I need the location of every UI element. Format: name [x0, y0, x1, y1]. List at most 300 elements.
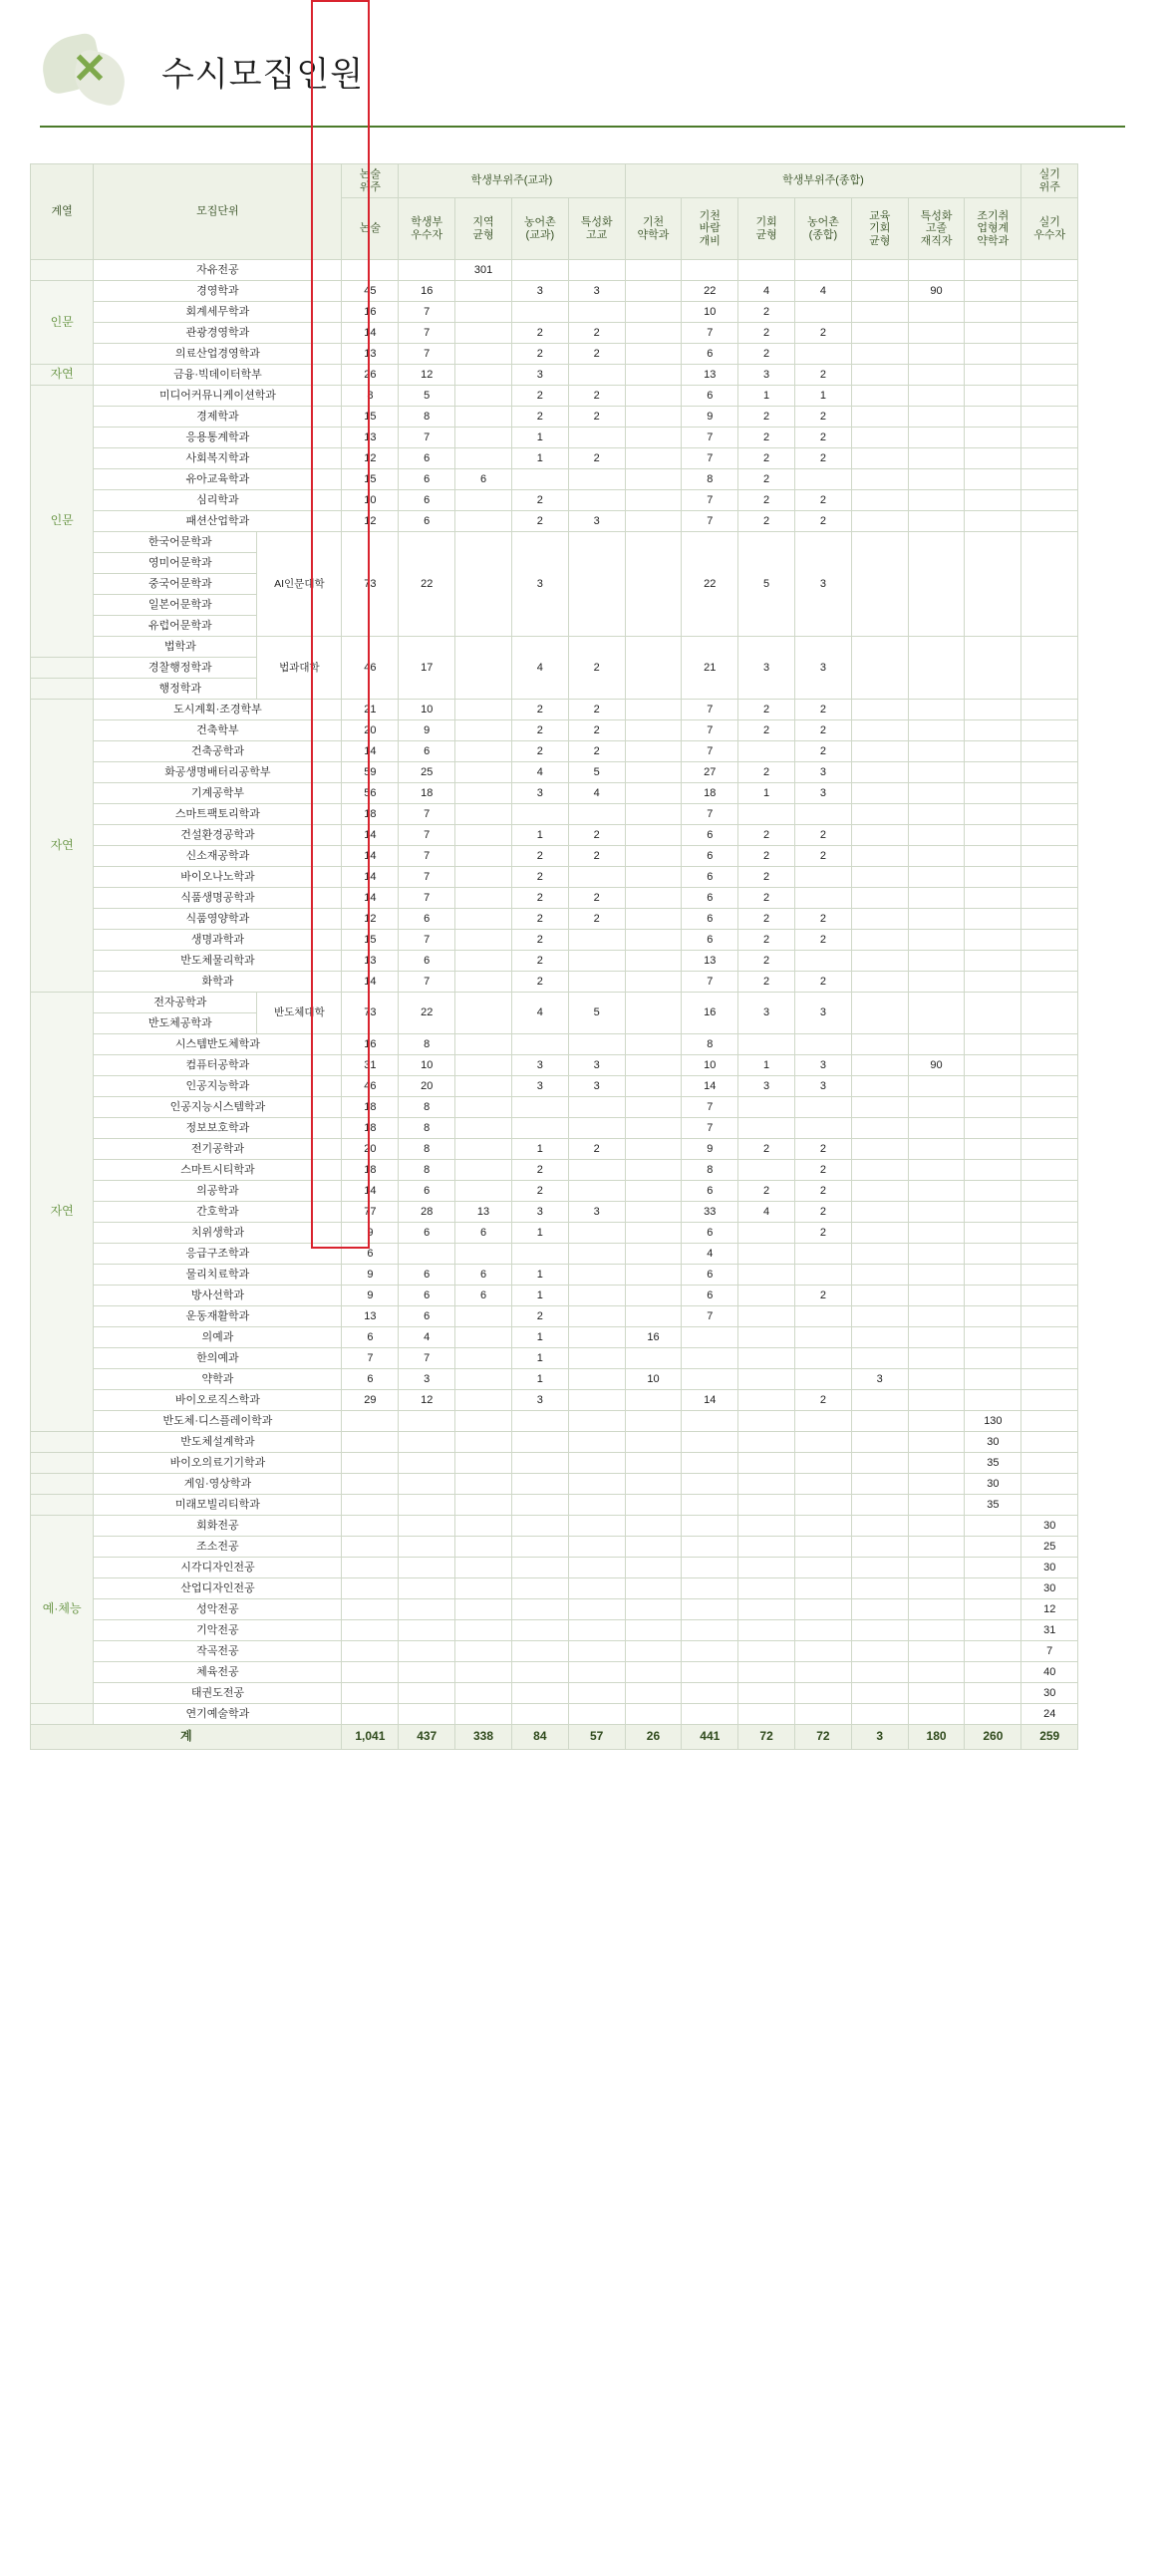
value-cell — [795, 469, 852, 490]
unit-cell: 식품생명공학과 — [94, 888, 342, 909]
unit-cell: 금융·빅데이터학부 — [94, 365, 342, 386]
value-cell — [682, 260, 738, 281]
value-cell — [625, 469, 682, 490]
value-cell — [568, 804, 625, 825]
value-cell: 7 — [682, 700, 738, 720]
value-cell — [851, 825, 908, 846]
total-value-cell: 180 — [908, 1725, 965, 1750]
value-cell — [908, 993, 965, 1034]
unit-cell: 경제학과 — [94, 407, 342, 428]
value-cell — [455, 386, 512, 407]
value-cell: 2 — [511, 344, 568, 365]
value-cell — [908, 909, 965, 930]
value-cell — [738, 1537, 795, 1558]
unit-cell: 약학과 — [94, 1369, 342, 1390]
value-cell — [455, 407, 512, 428]
total-value-cell: 57 — [568, 1725, 625, 1750]
value-cell — [625, 365, 682, 386]
value-cell: 2 — [738, 1181, 795, 1202]
table-row — [31, 1265, 1135, 1286]
value-cell — [965, 972, 1021, 993]
table-row — [31, 1495, 1135, 1516]
category-cell: 자연 — [31, 700, 94, 993]
category-cell — [31, 658, 94, 679]
value-cell: 6 — [399, 1223, 455, 1244]
value-cell: 4 — [738, 1202, 795, 1223]
value-cell: 6 — [682, 1181, 738, 1202]
value-cell — [342, 260, 399, 281]
table-row — [31, 1558, 1135, 1578]
value-cell — [965, 909, 1021, 930]
value-cell — [851, 1432, 908, 1453]
value-cell: 1 — [511, 825, 568, 846]
value-cell — [342, 1620, 399, 1641]
table-row — [31, 1683, 1135, 1704]
value-cell — [738, 1286, 795, 1306]
value-cell: 2 — [568, 846, 625, 867]
unit-cell: 인공지능학과 — [94, 1076, 342, 1097]
value-cell — [795, 1537, 852, 1558]
table-row — [31, 1202, 1135, 1223]
value-cell — [851, 1558, 908, 1578]
value-cell — [625, 344, 682, 365]
value-cell — [455, 825, 512, 846]
value-cell: 7 — [399, 1348, 455, 1369]
unit-cell: 패션산업학과 — [94, 511, 342, 532]
total-value-cell: 338 — [455, 1725, 512, 1750]
value-cell — [908, 511, 965, 532]
value-cell — [568, 1244, 625, 1265]
value-cell — [568, 1369, 625, 1390]
value-cell — [568, 260, 625, 281]
value-cell — [568, 469, 625, 490]
value-cell: 2 — [738, 700, 795, 720]
value-cell — [795, 1578, 852, 1599]
unit-cell: 바이오의료기기학과 — [94, 1453, 342, 1474]
value-cell: 7 — [682, 490, 738, 511]
category-cell — [31, 1474, 94, 1495]
value-cell: 2 — [568, 741, 625, 762]
value-cell: 10 — [682, 302, 738, 323]
unit-cell: 미디어커뮤니케이션학과 — [94, 386, 342, 407]
value-cell — [908, 1620, 965, 1641]
value-cell — [625, 428, 682, 448]
value-cell: 6 — [682, 909, 738, 930]
value-cell: 2 — [738, 720, 795, 741]
value-cell — [908, 1076, 965, 1097]
value-cell — [851, 1537, 908, 1558]
value-cell: 2 — [795, 1286, 852, 1306]
value-cell: 25 — [399, 762, 455, 783]
category-cell — [31, 1495, 94, 1516]
value-cell — [908, 260, 965, 281]
value-cell — [568, 1662, 625, 1683]
value-cell — [568, 951, 625, 972]
header-col-10: 조기취 업형계 약학과 — [965, 198, 1021, 260]
value-cell — [908, 490, 965, 511]
value-cell: 14 — [342, 1181, 399, 1202]
value-cell: 30 — [1021, 1683, 1078, 1704]
value-cell — [511, 1244, 568, 1265]
category-cell: 예·체능 — [31, 1516, 94, 1704]
value-cell — [851, 1286, 908, 1306]
value-cell — [455, 951, 512, 972]
value-cell: 3 — [795, 1055, 852, 1076]
value-cell — [908, 1411, 965, 1432]
unit-cell: 건설환경공학과 — [94, 825, 342, 846]
value-cell — [568, 1683, 625, 1704]
value-cell — [851, 260, 908, 281]
value-cell: 1 — [511, 1348, 568, 1369]
header-category: 계열 — [31, 164, 94, 260]
value-cell — [625, 1390, 682, 1411]
value-cell: 56 — [342, 783, 399, 804]
total-value-cell: 72 — [795, 1725, 852, 1750]
unit-cell: 의예과 — [94, 1327, 342, 1348]
value-cell — [965, 281, 1021, 302]
value-cell — [965, 365, 1021, 386]
unit-cell: 게임·영상학과 — [94, 1474, 342, 1495]
value-cell — [851, 846, 908, 867]
value-cell: 1 — [511, 1327, 568, 1348]
value-cell — [795, 1369, 852, 1390]
value-cell — [795, 951, 852, 972]
value-cell: 7 — [399, 323, 455, 344]
value-cell — [399, 1432, 455, 1453]
value-cell: 7 — [399, 867, 455, 888]
value-cell — [965, 1327, 1021, 1348]
value-cell: 3 — [738, 993, 795, 1034]
total-value-cell: 437 — [399, 1725, 455, 1750]
value-cell: 29 — [342, 1390, 399, 1411]
table-row — [31, 490, 1135, 511]
value-cell — [908, 741, 965, 762]
value-cell: 6 — [342, 1244, 399, 1265]
value-cell — [568, 1223, 625, 1244]
value-cell — [568, 1327, 625, 1348]
value-cell — [908, 1160, 965, 1181]
value-cell: 7 — [682, 720, 738, 741]
value-cell — [1021, 386, 1078, 407]
value-cell: 2 — [795, 1202, 852, 1223]
value-cell — [1021, 281, 1078, 302]
value-cell — [851, 1641, 908, 1662]
value-cell: 2 — [795, 511, 852, 532]
value-cell: 7 — [682, 428, 738, 448]
category-cell — [31, 1432, 94, 1453]
value-cell — [1021, 323, 1078, 344]
value-cell — [1021, 1286, 1078, 1306]
value-cell — [625, 1306, 682, 1327]
value-cell — [399, 1599, 455, 1620]
value-cell — [851, 1327, 908, 1348]
table-row — [31, 909, 1135, 930]
value-cell: 6 — [455, 1223, 512, 1244]
value-cell — [795, 1348, 852, 1369]
value-cell — [965, 1704, 1021, 1725]
value-cell — [342, 1558, 399, 1578]
value-cell — [568, 972, 625, 993]
value-cell: 4 — [795, 281, 852, 302]
value-cell — [455, 804, 512, 825]
value-cell — [511, 1599, 568, 1620]
value-cell — [568, 1474, 625, 1495]
value-cell — [455, 1160, 512, 1181]
value-cell: 8 — [399, 1160, 455, 1181]
value-cell: 31 — [1021, 1620, 1078, 1641]
value-cell — [455, 1348, 512, 1369]
value-cell — [851, 469, 908, 490]
value-cell — [1021, 448, 1078, 469]
value-cell — [511, 1558, 568, 1578]
value-cell: 2 — [795, 490, 852, 511]
value-cell — [965, 1537, 1021, 1558]
value-cell — [511, 260, 568, 281]
table-row — [31, 469, 1135, 490]
value-cell: 18 — [399, 783, 455, 804]
table-row — [31, 930, 1135, 951]
header-divider — [40, 126, 1125, 128]
value-cell — [625, 1537, 682, 1558]
value-cell — [851, 909, 908, 930]
value-cell: 20 — [399, 1076, 455, 1097]
value-cell: 6 — [682, 1286, 738, 1306]
value-cell: 10 — [342, 490, 399, 511]
value-cell: 6 — [399, 1306, 455, 1327]
value-cell — [851, 407, 908, 428]
header-col-0: 학생부 우수자 — [399, 198, 455, 260]
value-cell — [851, 1034, 908, 1055]
value-cell — [342, 1432, 399, 1453]
value-cell: 33 — [682, 1202, 738, 1223]
unit-cell: 일본어문학과 — [94, 595, 257, 616]
value-cell — [908, 1453, 965, 1474]
value-cell: 3 — [738, 1076, 795, 1097]
value-cell: 6 — [682, 867, 738, 888]
table-row — [31, 741, 1135, 762]
value-cell — [399, 1516, 455, 1537]
value-cell — [1021, 1369, 1078, 1390]
unit-cell: 응용통계학과 — [94, 428, 342, 448]
value-cell — [625, 1286, 682, 1306]
value-cell — [965, 1223, 1021, 1244]
value-cell — [1021, 1097, 1078, 1118]
value-cell — [738, 741, 795, 762]
table-row — [31, 804, 1135, 825]
header-col-8: 교육 기회 균형 — [851, 198, 908, 260]
total-value-cell: 441 — [682, 1725, 738, 1750]
value-cell: 2 — [511, 700, 568, 720]
value-cell: 3 — [568, 1076, 625, 1097]
category-cell: 자연 — [31, 993, 94, 1432]
value-cell — [625, 511, 682, 532]
value-cell — [682, 1578, 738, 1599]
value-cell: 7 — [682, 1097, 738, 1118]
value-cell: 3 — [511, 1076, 568, 1097]
unit-cell: 미래모빌리티학과 — [94, 1495, 342, 1516]
value-cell — [851, 1097, 908, 1118]
value-cell — [1021, 1390, 1078, 1411]
value-cell — [965, 386, 1021, 407]
value-cell — [795, 1516, 852, 1537]
unit-cell: 작곡전공 — [94, 1641, 342, 1662]
value-cell — [455, 1411, 512, 1432]
value-cell: 6 — [682, 825, 738, 846]
table-row — [31, 1453, 1135, 1474]
value-cell: 10 — [682, 1055, 738, 1076]
value-cell — [908, 1578, 965, 1599]
value-cell — [455, 1244, 512, 1265]
value-cell: 14 — [682, 1076, 738, 1097]
value-cell: 12 — [342, 511, 399, 532]
value-cell — [965, 1369, 1021, 1390]
value-cell — [908, 469, 965, 490]
value-cell: 1 — [511, 1369, 568, 1390]
value-cell: 2 — [738, 407, 795, 428]
value-cell — [455, 1034, 512, 1055]
value-cell — [965, 511, 1021, 532]
value-cell — [1021, 1160, 1078, 1181]
page-title: 수시모집인원 — [161, 55, 365, 94]
value-cell — [625, 1599, 682, 1620]
college-cell: AI인문대학 — [257, 532, 342, 637]
value-cell — [455, 720, 512, 741]
unit-cell: 화공생명배터리공학부 — [94, 762, 342, 783]
value-cell — [851, 1411, 908, 1432]
value-cell — [795, 867, 852, 888]
value-cell — [738, 804, 795, 825]
value-cell: 2 — [511, 511, 568, 532]
value-cell: 1 — [738, 1055, 795, 1076]
value-cell: 3 — [511, 365, 568, 386]
table-row — [31, 1432, 1135, 1453]
value-cell — [511, 1641, 568, 1662]
header-col-4: 기천 약학과 — [625, 198, 682, 260]
value-cell — [965, 1599, 1021, 1620]
unit-cell: 치위생학과 — [94, 1223, 342, 1244]
value-cell — [455, 511, 512, 532]
value-cell: 20 — [342, 720, 399, 741]
value-cell: 2 — [568, 323, 625, 344]
value-cell — [625, 323, 682, 344]
value-cell: 2 — [795, 972, 852, 993]
value-cell — [625, 1348, 682, 1369]
value-cell — [965, 1620, 1021, 1641]
total-value-cell: 259 — [1021, 1725, 1078, 1750]
category-cell — [31, 1453, 94, 1474]
value-cell — [1021, 951, 1078, 972]
value-cell — [965, 1076, 1021, 1097]
unit-cell: 영미어문학과 — [94, 553, 257, 574]
value-cell: 13 — [682, 951, 738, 972]
value-cell: 2 — [568, 448, 625, 469]
value-cell: 2 — [795, 846, 852, 867]
value-cell — [568, 1265, 625, 1286]
value-cell — [965, 1160, 1021, 1181]
value-cell — [738, 1474, 795, 1495]
value-cell — [511, 1662, 568, 1683]
value-cell — [455, 867, 512, 888]
value-cell — [738, 260, 795, 281]
value-cell — [455, 783, 512, 804]
value-cell — [851, 281, 908, 302]
value-cell — [455, 1662, 512, 1683]
value-cell — [908, 888, 965, 909]
value-cell: 1 — [511, 448, 568, 469]
value-cell — [908, 825, 965, 846]
value-cell — [625, 490, 682, 511]
value-cell — [455, 1306, 512, 1327]
value-cell — [511, 1620, 568, 1641]
value-cell — [965, 1118, 1021, 1139]
table-row — [31, 344, 1135, 365]
table-row — [31, 386, 1135, 407]
value-cell: 2 — [795, 428, 852, 448]
value-cell: 6 — [682, 846, 738, 867]
value-cell — [965, 428, 1021, 448]
unit-cell: 사회복지학과 — [94, 448, 342, 469]
value-cell: 4 — [738, 281, 795, 302]
value-cell — [908, 448, 965, 469]
value-cell — [342, 1537, 399, 1558]
value-cell — [568, 1097, 625, 1118]
value-cell — [738, 1662, 795, 1683]
unit-cell: 스마트시티학과 — [94, 1160, 342, 1181]
category-cell — [31, 1704, 94, 1725]
unit-cell: 전자공학과 — [94, 993, 257, 1013]
value-cell: 90 — [908, 1055, 965, 1076]
value-cell: 2 — [795, 1160, 852, 1181]
value-cell — [851, 1390, 908, 1411]
value-cell — [851, 511, 908, 532]
value-cell — [908, 1390, 965, 1411]
value-cell — [795, 1599, 852, 1620]
value-cell — [625, 532, 682, 637]
value-cell — [1021, 804, 1078, 825]
table-row — [31, 511, 1135, 532]
unit-cell: 바이오로직스학과 — [94, 1390, 342, 1411]
value-cell: 7 — [682, 511, 738, 532]
value-cell: 15 — [342, 930, 399, 951]
value-cell — [738, 1516, 795, 1537]
value-cell — [625, 888, 682, 909]
value-cell — [625, 700, 682, 720]
table-row — [31, 1306, 1135, 1327]
value-cell: 18 — [342, 1097, 399, 1118]
unit-cell: 반도체설계학과 — [94, 1432, 342, 1453]
value-cell — [682, 1516, 738, 1537]
value-cell: 14 — [342, 825, 399, 846]
total-value-cell: 260 — [965, 1725, 1021, 1750]
value-cell — [965, 1244, 1021, 1265]
value-cell: 3 — [511, 281, 568, 302]
value-cell — [455, 700, 512, 720]
value-cell — [908, 1139, 965, 1160]
value-cell — [568, 1704, 625, 1725]
value-cell — [795, 1704, 852, 1725]
unit-cell: 법학과 — [94, 637, 257, 658]
value-cell — [908, 302, 965, 323]
value-cell: 46 — [342, 637, 399, 700]
value-cell — [625, 1097, 682, 1118]
value-cell — [908, 1223, 965, 1244]
value-cell — [851, 867, 908, 888]
value-cell: 90 — [908, 281, 965, 302]
value-cell — [1021, 511, 1078, 532]
value-cell — [851, 448, 908, 469]
value-cell — [908, 762, 965, 783]
category-cell — [31, 260, 94, 281]
